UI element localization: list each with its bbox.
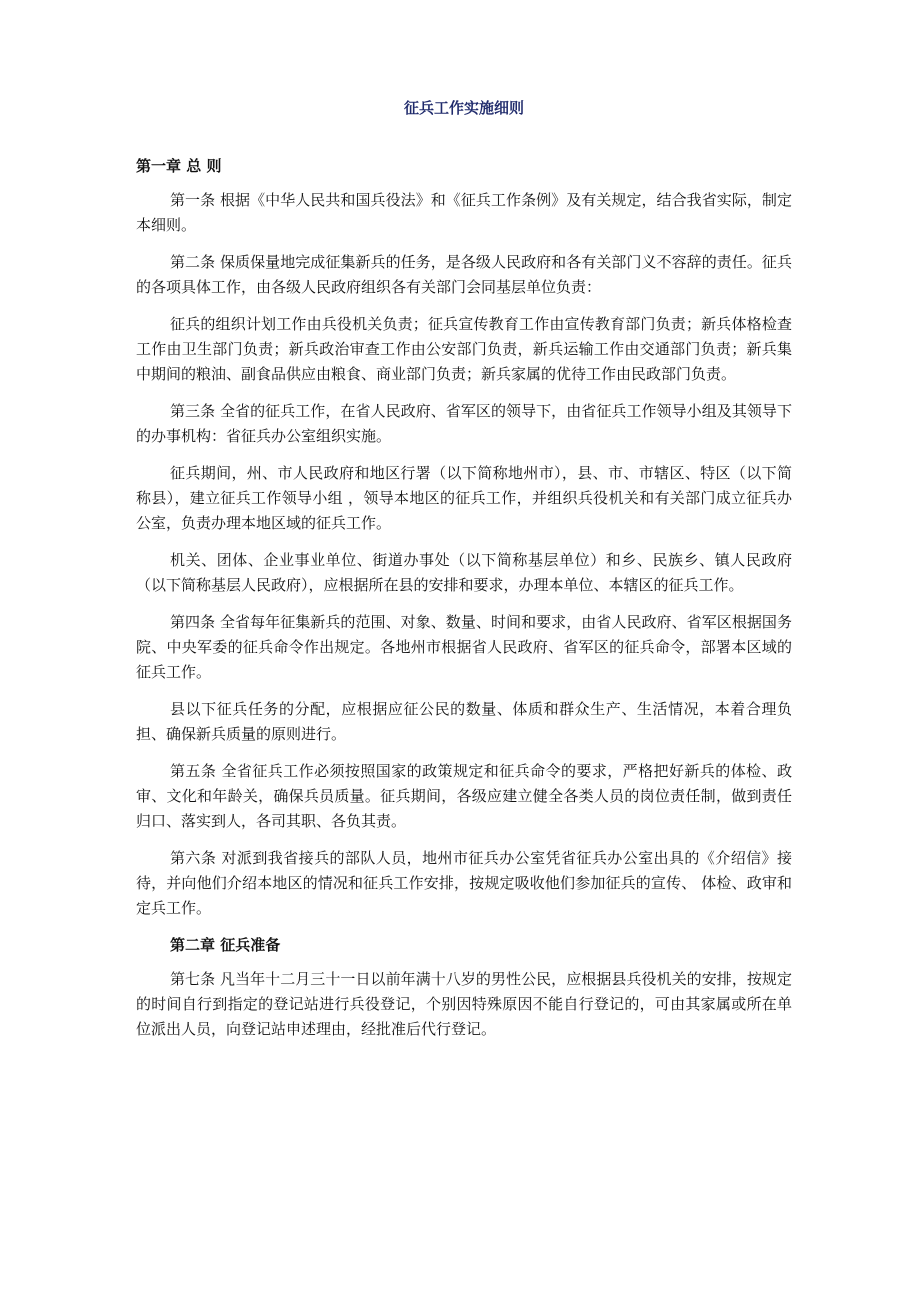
document-title: 征兵工作实施细则	[403, 99, 524, 117]
chapter-2-heading: 第二章 征兵准备	[170, 936, 281, 954]
article-2-paragraph: 第二条 保质保量地完成征集新兵的任务，是各级人民政府和各有关部门义不容辞的责任。征兵的各项具体工作，由各级人民政府组织各有关部门会同基层单位负责：	[136, 253, 792, 296]
article-4-paragraph: 第四条 全省每年征集新兵的范围、对象、数量、时间和要求，由省人民政府、省军区根据国务院、中央军委的征兵命令作出规定。各地州市根据省人民政府、省军区的征兵命令，部署本区域的征兵工作。	[136, 613, 792, 681]
article-5-paragraph: 第五条 全省征兵工作必须按照国家的政策规定和征兵命令的要求，严格把好新兵的体检、政审、文化和年龄关，确保兵员质量。征兵期间，各级应建立健全各类人员的岗位责任制，做到责任归口、落实到人，各司其职、各负其责。	[136, 762, 792, 830]
article-3-paragraph: 第三条 全省的征兵工作，在省人民政府、省军区的领导下，由省征兵工作领导小组及其领导下的办事机构：省征兵办公室组织实施。	[136, 402, 792, 445]
chapter-1-heading: 第一章 总 则	[136, 157, 222, 175]
article-6-paragraph: 第六条 对派到我省接兵的部队人员，地州市征兵办公室凭省征兵办公室出具的《介绍信》接待，并向他们介绍本地区的情况和征兵工作安排，按规定吸收他们参加征兵的宣传、 体检、政审和定兵工作。	[136, 849, 792, 917]
article-3-grassroots-paragraph: 机关、团体、企业事业单位、街道办事处（以下简称基层单位）和乡、民族乡、镇人民政府（以下简称基层人民政府），应根据所在县的安排和要求，办理本单位、本辖区的征兵工作。	[136, 551, 792, 594]
article-7-paragraph: 第七条 凡当年十二月三十一日以前年满十八岁的男性公民，应根据县兵役机关的安排，按规定的时间自行到指定的登记站进行兵役登记，个别因特殊原因不能自行登记的，可由其家属或所在单位派出人员，向登记站申述理由，经批准后代行登记。	[136, 970, 792, 1038]
article-3-regional-paragraph: 征兵期间，州、市人民政府和地区行署（以下简称地州市），县、市、市辖区、特区（以下简称县），建立征兵工作领导小组 ，领导本地区的征兵工作，并组织兵役机关和有关部门成立征兵办公室，负责办理本地区域的征兵工作。	[136, 464, 792, 532]
article-1-paragraph: 第一条 根据《中华人民共和国兵役法》和《征兵工作条例》及有关规定，结合我省实际，制定本细则。	[136, 191, 792, 234]
article-4-quota-paragraph: 县以下征兵任务的分配，应根据应征公民的数量、体质和群众生产、生活情况，本着合理负担、确保新兵质量的原则进行。	[136, 700, 792, 743]
article-2-duties-paragraph: 征兵的组织计划工作由兵役机关负责；征兵宣传教育工作由宣传教育部门负责；新兵体格检查工作由卫生部门负责；新兵政治审查工作由公安部门负责，新兵运输工作由交通部门负责；新兵集中期间的粮油、副食品供应由粮食、商业部门负责；新兵家属的优待工作由民政部门负责。	[136, 315, 792, 383]
document-page	[136, 96, 792, 1054]
